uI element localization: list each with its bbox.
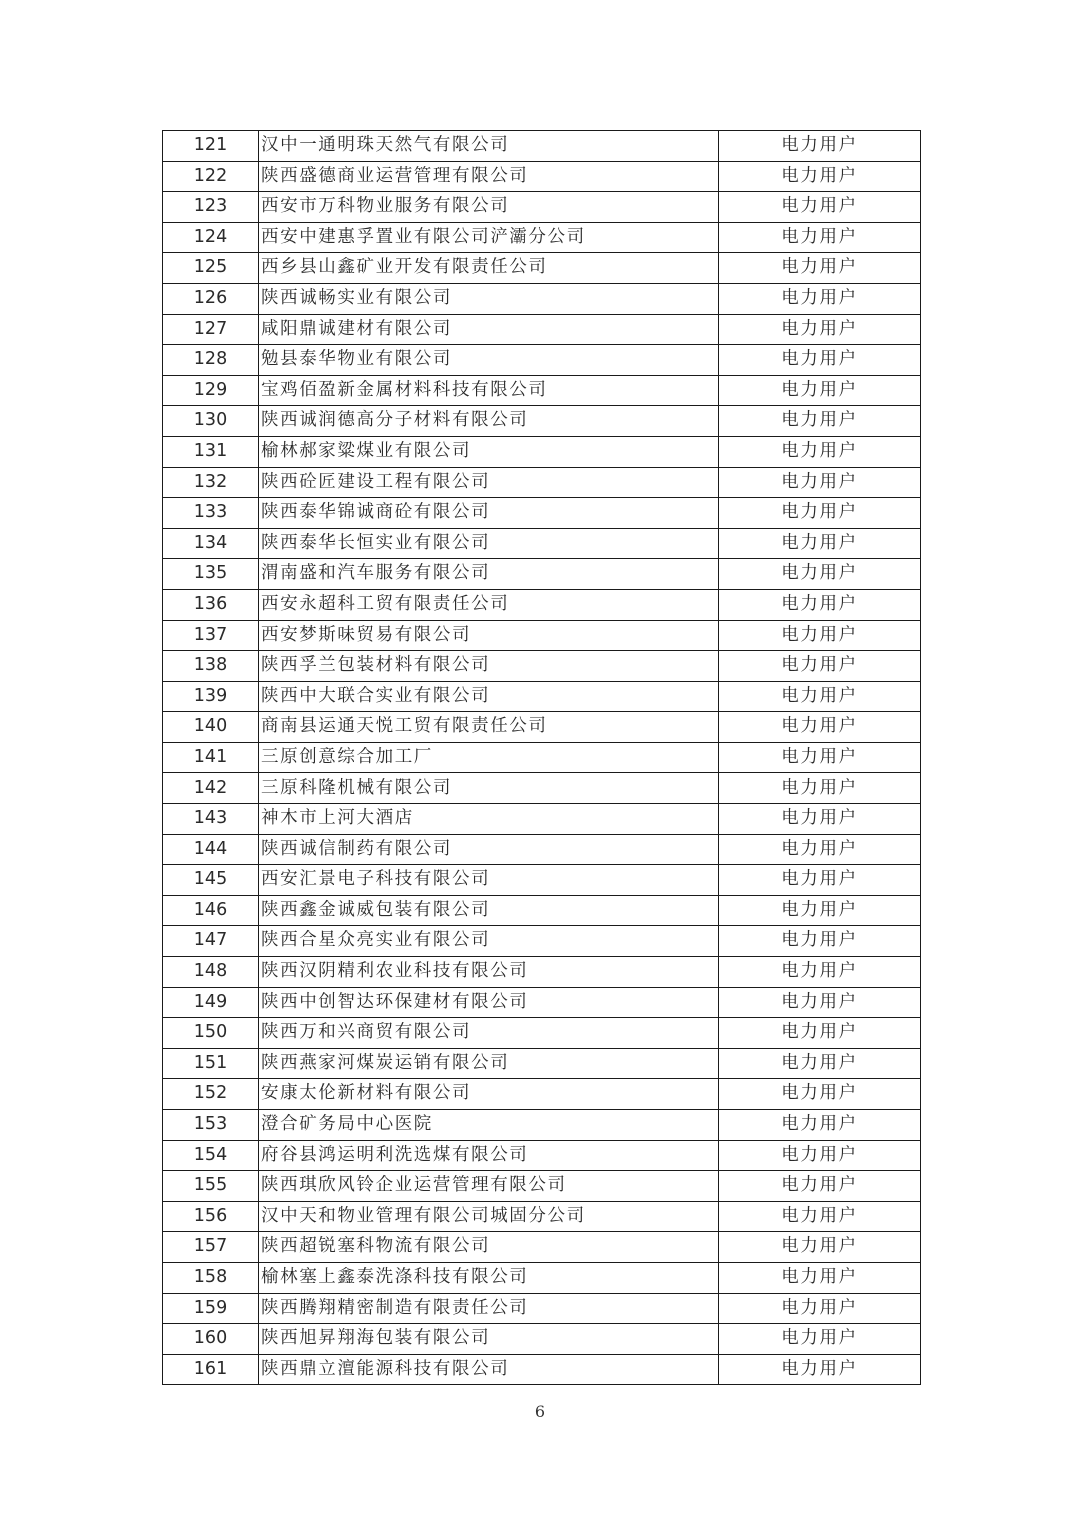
- table-row: [163, 681, 921, 712]
- table-row: [163, 1018, 921, 1049]
- company-name-cell: 陕西旭昇翔海包装有限公司: [259, 1324, 719, 1355]
- table-row: [163, 314, 921, 345]
- row-number-cell: 127: [163, 314, 259, 345]
- row-number-cell: 125: [163, 253, 259, 284]
- table-row: [163, 161, 921, 192]
- company-name-cell: 陕西泰华锦诚商砼有限公司: [259, 498, 719, 529]
- row-number-cell: 123: [163, 192, 259, 223]
- table-row: [163, 1140, 921, 1171]
- row-number-cell: 128: [163, 345, 259, 376]
- company-name-cell: 陕西诚畅实业有限公司: [259, 283, 719, 314]
- user-type-cell: 电力用户: [719, 1262, 921, 1293]
- row-number-cell: 146: [163, 895, 259, 926]
- user-type-cell: 电力用户: [719, 1293, 921, 1324]
- company-name-cell: 陕西万和兴商贸有限公司: [259, 1018, 719, 1049]
- user-type-cell: 电力用户: [719, 589, 921, 620]
- table-row: [163, 773, 921, 804]
- user-type-cell: 电力用户: [719, 1354, 921, 1385]
- company-name-cell: 陕西腾翔精密制造有限责任公司: [259, 1293, 719, 1324]
- company-name-cell: 渭南盛和汽车服务有限公司: [259, 559, 719, 590]
- user-type-cell: 电力用户: [719, 987, 921, 1018]
- company-name-cell: 三原创意综合加工厂: [259, 742, 719, 773]
- row-number-cell: 144: [163, 834, 259, 865]
- row-number-cell: 150: [163, 1018, 259, 1049]
- company-name-cell: 勉县泰华物业有限公司: [259, 345, 719, 376]
- user-type-cell: 电力用户: [719, 375, 921, 406]
- company-name-cell: 汉中天和物业管理有限公司城固分公司: [259, 1201, 719, 1232]
- row-number-cell: 121: [163, 131, 259, 162]
- user-type-cell: 电力用户: [719, 834, 921, 865]
- table-row: [163, 620, 921, 651]
- company-name-cell: 汉中一通明珠天然气有限公司: [259, 131, 719, 162]
- row-number-cell: 131: [163, 436, 259, 467]
- company-name-cell: 陕西鑫金诚威包装有限公司: [259, 895, 719, 926]
- table-row: [163, 375, 921, 406]
- row-number-cell: 137: [163, 620, 259, 651]
- row-number-cell: 136: [163, 589, 259, 620]
- table-row: [163, 253, 921, 284]
- table-row: [163, 926, 921, 957]
- row-number-cell: 134: [163, 528, 259, 559]
- user-type-cell: 电力用户: [719, 1171, 921, 1202]
- table-row: [163, 559, 921, 590]
- company-name-cell: 西安中建惠孚置业有限公司浐灞分公司: [259, 222, 719, 253]
- table-row: [163, 987, 921, 1018]
- company-name-cell: 陕西鼎立澶能源科技有限公司: [259, 1354, 719, 1385]
- row-number-cell: 130: [163, 406, 259, 437]
- user-type-cell: 电力用户: [719, 222, 921, 253]
- row-number-cell: 138: [163, 651, 259, 682]
- user-type-cell: 电力用户: [719, 467, 921, 498]
- row-number-cell: 126: [163, 283, 259, 314]
- user-type-cell: 电力用户: [719, 926, 921, 957]
- company-name-cell: 咸阳鼎诚建材有限公司: [259, 314, 719, 345]
- user-type-cell: 电力用户: [719, 865, 921, 896]
- user-type-cell: 电力用户: [719, 1018, 921, 1049]
- row-number-cell: 161: [163, 1354, 259, 1385]
- company-name-cell: 陕西诚润德高分子材料有限公司: [259, 406, 719, 437]
- table-row: [163, 1324, 921, 1355]
- user-type-cell: 电力用户: [719, 895, 921, 926]
- row-number-cell: 141: [163, 742, 259, 773]
- row-number-cell: 132: [163, 467, 259, 498]
- row-number-cell: 145: [163, 865, 259, 896]
- row-number-cell: 152: [163, 1079, 259, 1110]
- company-name-cell: 陕西燕家河煤炭运销有限公司: [259, 1048, 719, 1079]
- row-number-cell: 149: [163, 987, 259, 1018]
- row-number-cell: 157: [163, 1232, 259, 1263]
- company-name-cell: 安康太伦新材料有限公司: [259, 1079, 719, 1110]
- user-type-cell: 电力用户: [719, 1048, 921, 1079]
- user-type-cell: 电力用户: [719, 1140, 921, 1171]
- user-type-cell: 电力用户: [719, 253, 921, 284]
- company-name-cell: 榆林塞上鑫泰洗涤科技有限公司: [259, 1262, 719, 1293]
- company-name-cell: 陕西诚信制药有限公司: [259, 834, 719, 865]
- user-type-cell: 电力用户: [719, 1201, 921, 1232]
- user-type-cell: 电力用户: [719, 436, 921, 467]
- user-type-cell: 电力用户: [719, 712, 921, 743]
- table-row: [163, 589, 921, 620]
- user-type-cell: 电力用户: [719, 528, 921, 559]
- row-number-cell: 140: [163, 712, 259, 743]
- row-number-cell: 154: [163, 1140, 259, 1171]
- table-row: [163, 1079, 921, 1110]
- table-row: [163, 436, 921, 467]
- table-row: [163, 283, 921, 314]
- row-number-cell: 122: [163, 161, 259, 192]
- table-row: [163, 804, 921, 835]
- company-name-cell: 西安梦斯味贸易有限公司: [259, 620, 719, 651]
- row-number-cell: 156: [163, 1201, 259, 1232]
- user-type-cell: 电力用户: [719, 957, 921, 988]
- table-row: [163, 1048, 921, 1079]
- table-row: [163, 345, 921, 376]
- user-type-cell: 电力用户: [719, 620, 921, 651]
- user-type-cell: 电力用户: [719, 314, 921, 345]
- table-row: [163, 895, 921, 926]
- company-name-cell: 榆林郝家粱煤业有限公司: [259, 436, 719, 467]
- table-row: [163, 222, 921, 253]
- user-type-cell: 电力用户: [719, 345, 921, 376]
- user-type-cell: 电力用户: [719, 804, 921, 835]
- user-type-cell: 电力用户: [719, 651, 921, 682]
- company-name-cell: 宝鸡佰盈新金属材料科技有限公司: [259, 375, 719, 406]
- table-row: [163, 498, 921, 529]
- user-type-cell: 电力用户: [719, 1079, 921, 1110]
- registry-table-body: [163, 131, 921, 1385]
- table-row: [163, 1262, 921, 1293]
- row-number-cell: 151: [163, 1048, 259, 1079]
- registry-table: [162, 130, 921, 1385]
- company-name-cell: 西乡县山鑫矿业开发有限责任公司: [259, 253, 719, 284]
- page-number: 6: [534, 1402, 546, 1421]
- row-number-cell: 153: [163, 1110, 259, 1141]
- table-row: [163, 1232, 921, 1263]
- company-name-cell: 陕西孚兰包装材料有限公司: [259, 651, 719, 682]
- user-type-cell: 电力用户: [719, 681, 921, 712]
- company-name-cell: 西安汇景电子科技有限公司: [259, 865, 719, 896]
- user-type-cell: 电力用户: [719, 283, 921, 314]
- user-type-cell: 电力用户: [719, 742, 921, 773]
- company-name-cell: 陕西中创智达环保建材有限公司: [259, 987, 719, 1018]
- row-number-cell: 148: [163, 957, 259, 988]
- company-name-cell: 陕西砼匠建设工程有限公司: [259, 467, 719, 498]
- company-name-cell: 陕西汉阴精利农业科技有限公司: [259, 957, 719, 988]
- user-type-cell: 电力用户: [719, 1324, 921, 1355]
- row-number-cell: 147: [163, 926, 259, 957]
- company-name-cell: 陕西合星众亮实业有限公司: [259, 926, 719, 957]
- table-row: [163, 742, 921, 773]
- user-type-cell: 电力用户: [719, 498, 921, 529]
- row-number-cell: 158: [163, 1262, 259, 1293]
- user-type-cell: 电力用户: [719, 161, 921, 192]
- table-row: [163, 1110, 921, 1141]
- row-number-cell: 129: [163, 375, 259, 406]
- row-number-cell: 133: [163, 498, 259, 529]
- table-row: [163, 1171, 921, 1202]
- user-type-cell: 电力用户: [719, 559, 921, 590]
- company-name-cell: 西安永超科工贸有限责任公司: [259, 589, 719, 620]
- row-number-cell: 135: [163, 559, 259, 590]
- table-row: [163, 131, 921, 162]
- table-row: [163, 651, 921, 682]
- table-row: [163, 406, 921, 437]
- table-row: [163, 865, 921, 896]
- row-number-cell: 143: [163, 804, 259, 835]
- table-row: [163, 834, 921, 865]
- company-name-cell: 府谷县鸿运明利洗选煤有限公司: [259, 1140, 719, 1171]
- company-name-cell: 陕西超锐塞科物流有限公司: [259, 1232, 719, 1263]
- table-row: [163, 1201, 921, 1232]
- table-row: [163, 712, 921, 743]
- user-type-cell: 电力用户: [719, 1232, 921, 1263]
- row-number-cell: 139: [163, 681, 259, 712]
- user-type-cell: 电力用户: [719, 773, 921, 804]
- table-row: [163, 1293, 921, 1324]
- company-name-cell: 商南县运通天悦工贸有限责任公司: [259, 712, 719, 743]
- company-name-cell: 神木市上河大酒店: [259, 804, 719, 835]
- table-row: [163, 957, 921, 988]
- user-type-cell: 电力用户: [719, 131, 921, 162]
- user-type-cell: 电力用户: [719, 406, 921, 437]
- user-type-cell: 电力用户: [719, 1110, 921, 1141]
- table-row: [163, 528, 921, 559]
- company-name-cell: 三原科隆机械有限公司: [259, 773, 719, 804]
- company-name-cell: 陕西中大联合实业有限公司: [259, 681, 719, 712]
- table-row: [163, 467, 921, 498]
- company-name-cell: 澄合矿务局中心医院: [259, 1110, 719, 1141]
- table-row: [163, 1354, 921, 1385]
- company-name-cell: 陕西盛德商业运营管理有限公司: [259, 161, 719, 192]
- company-name-cell: 陕西泰华长恒实业有限公司: [259, 528, 719, 559]
- row-number-cell: 124: [163, 222, 259, 253]
- company-name-cell: 西安市万科物业服务有限公司: [259, 192, 719, 223]
- table-row: [163, 192, 921, 223]
- row-number-cell: 160: [163, 1324, 259, 1355]
- row-number-cell: 159: [163, 1293, 259, 1324]
- row-number-cell: 155: [163, 1171, 259, 1202]
- user-type-cell: 电力用户: [719, 192, 921, 223]
- company-name-cell: 陕西琪欣风铃企业运营管理有限公司: [259, 1171, 719, 1202]
- row-number-cell: 142: [163, 773, 259, 804]
